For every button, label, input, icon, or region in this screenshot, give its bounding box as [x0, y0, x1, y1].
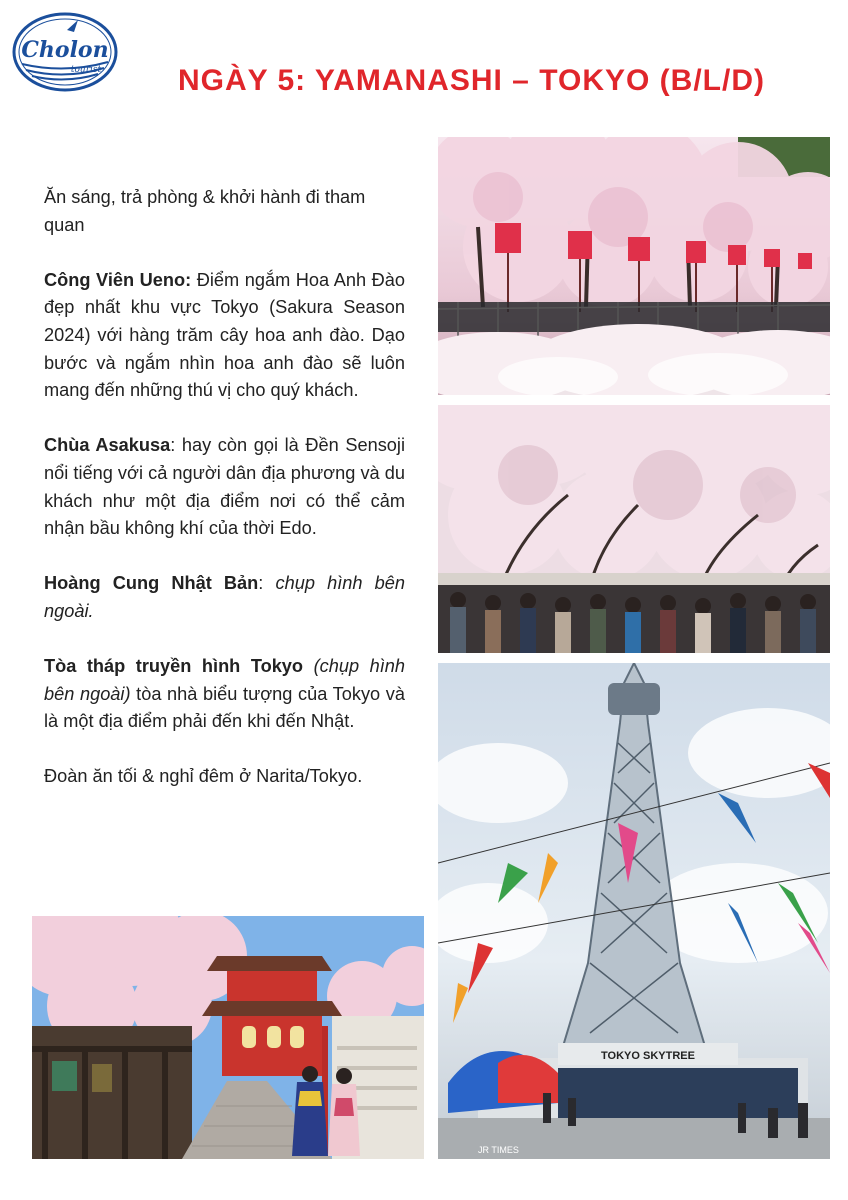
ueno-name: Công Viên Ueno: — [44, 269, 192, 290]
ueno-desc: Điểm ngắm Hoa Anh Đào đẹp nhất khu vực Tokyo (Sakura Season 2024) với hàng trăm cây hoa anh đào. Dạo bước và ngắm nhìn hoa anh đào sẽ luôn mang đến những thú vị cho quý khách. — [44, 269, 405, 401]
photo-watermark: JR TIMES — [478, 1145, 519, 1155]
tower-desc: tòa nhà biểu tượng của Tokyo và là một địa điểm phải đến khi đến Nhật. — [44, 683, 405, 732]
logo-wordmark: Cholon — [21, 37, 109, 63]
skytree-sign: TOKYO SKYTREE — [601, 1050, 695, 1062]
tokyo-skytree-photo — [438, 663, 830, 1159]
ueno-paragraph — [44, 267, 405, 405]
cholon-tourist-logo — [12, 12, 118, 92]
itinerary-text — [44, 184, 405, 819]
palace-note: chụp hình bên ngoài. — [44, 573, 405, 621]
tower-name: Tòa tháp truyền hình Tokyo — [44, 656, 304, 677]
palace-sep: : — [258, 573, 276, 594]
page-title: NGÀY 5: YAMANASHI – TOKYO (B/L/D) — [178, 64, 765, 97]
palace-paragraph — [44, 570, 405, 625]
intro-paragraph: Ăn sáng, trả phòng & khởi hành đi tham quan — [44, 187, 366, 235]
tower-note: (chụp hình bên ngoài) — [44, 656, 405, 704]
asakusa-name: Chùa Asakusa — [44, 435, 171, 456]
sakura-crowd-photo — [438, 405, 830, 653]
tower-paragraph — [44, 653, 405, 736]
palace-name: Hoàng Cung Nhật Bản — [44, 573, 259, 594]
asakusa-temple-photo — [32, 916, 424, 1159]
outro-paragraph: Đoàn ăn tối & nghỉ đêm ở Narita/Tokyo. — [44, 766, 363, 787]
logo-subtitle: tourist — [70, 65, 102, 75]
asakusa-desc: : hay còn gọi là Đền Sensoji nổi tiếng với cả người dân địa phương và du khách như một địa điểm nơi có thể cảm nhận bầu không khí của thời Edo. — [44, 435, 405, 539]
asakusa-paragraph — [44, 432, 405, 542]
ueno-park-photo — [438, 137, 830, 395]
